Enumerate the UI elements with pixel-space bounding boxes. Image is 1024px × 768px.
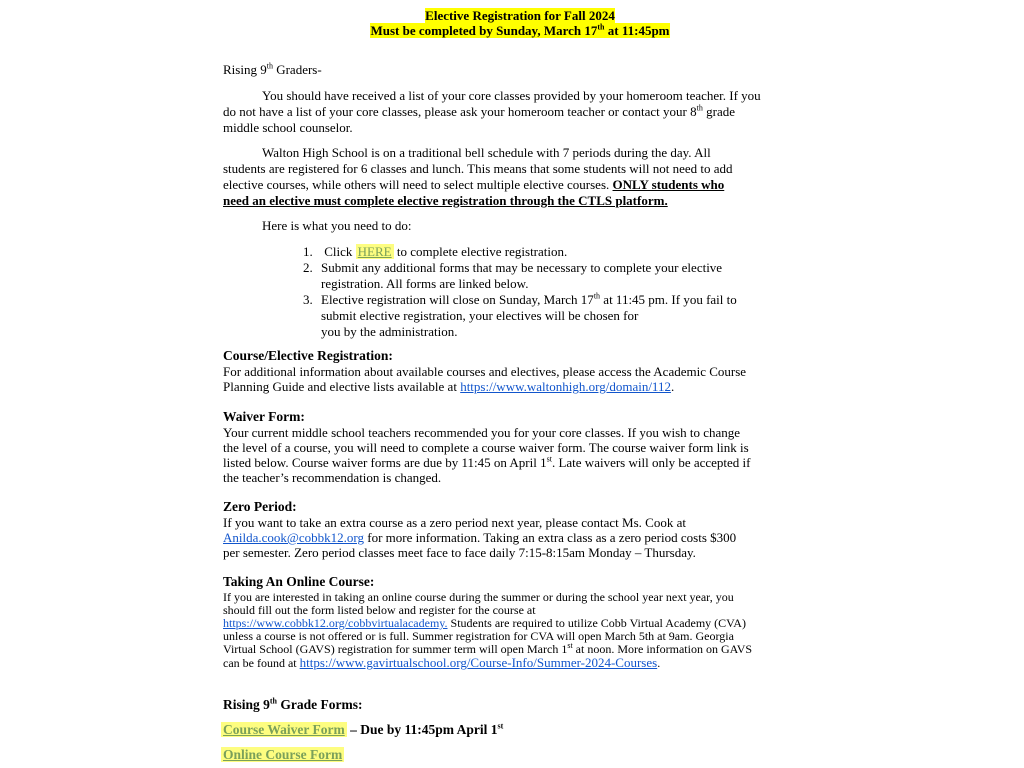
step-2-cont: registration. All forms are linked below.	[321, 276, 529, 291]
title-line-1: Elective Registration for Fall 2024	[425, 8, 615, 23]
waiver-line2: the level of a course, you will need to complete a course waiver form. The course waiver form link is	[223, 440, 749, 455]
course-reg-heading: Course/Elective Registration:	[223, 348, 393, 363]
course-waiver-form-link[interactable]: Course Waiver Form	[223, 722, 345, 737]
online-heading: Taking An Online Course:	[223, 574, 375, 589]
document-title	[0, 8, 1024, 23]
step-3-cont1: submit elective registration, your electives will be chosen for	[321, 308, 639, 323]
para2-line3: elective courses, while others will need to select multiple elective courses. ONLY students who	[223, 177, 725, 192]
document-deadline: Must be completed by Sunday, March 17th at 11:45pm	[370, 22, 670, 38]
ctls-notice: ONLY students who	[612, 177, 725, 192]
waiver-line1: Your current middle school teachers recommended you for your core classes. If you wish to change	[223, 425, 741, 440]
para2-line2: students are registered for 6 classes and lunch. This means that some students will not need to add	[223, 161, 733, 176]
online-line4: unless a course is not offered or is full. Summer registration for CVA will open March 5th at 9am. Georgia	[223, 629, 734, 643]
zero-line2: Anilda.cook@cobbk12.org for more information. Taking an extra class as a zero period costs $300	[223, 530, 737, 545]
greeting: Rising 9th Graders-	[223, 61, 322, 77]
cobbvirtual-link[interactable]: https://www.cobbk12.org/cobbvirtualacademy.	[223, 616, 448, 630]
online-form-row	[221, 747, 344, 763]
para2-line4: need an elective must complete elective registration through the CTLS platform.	[223, 193, 668, 208]
para1-line1: You should have received a list of your core classes provided by your homeroom teacher. If you	[262, 88, 761, 103]
para1-line2: do not have a list of your core classes, please ask your homeroom teacher or contact your 8th grade	[223, 103, 735, 119]
waiver-line3: listed below. Course waiver forms are due by 11:45 on April 1st. Late waivers will only be accepted if	[223, 454, 751, 470]
para2-line1: Walton High School is on a traditional bell schedule with 7 periods during the day. All	[262, 145, 711, 160]
step-2: 2. Submit any additional forms that may be necessary to complete your elective	[303, 260, 723, 275]
waiver-line4: the teacher’s recommendation is changed.	[223, 470, 442, 485]
here-link[interactable]: HERE	[357, 244, 392, 259]
online-line3: https://www.cobbk12.org/cobbvirtualacademy. Students are required to utilize Cobb Virtual Academy (CVA)	[223, 616, 746, 630]
step-1: 1. Click HERE to complete elective registration.	[303, 244, 568, 259]
zero-line1: If you want to take an extra course as a zero period next year, please contact Ms. Cook at	[223, 515, 686, 530]
waiver-form-row: Course Waiver Form – Due by 11:45pm April 1st	[223, 721, 504, 737]
waiver-heading: Waiver Form:	[223, 409, 305, 424]
course-reg-line2: Planning Guide and elective lists available at https://www.waltonhigh.org/domain/112.	[223, 379, 675, 394]
online-course-form-link[interactable]: Online Course Form	[223, 747, 343, 762]
forms-heading: Rising 9th Grade Forms:	[223, 696, 363, 712]
zero-line3: per semester. Zero period classes meet face to face daily 7:15-8:15am Monday – Thursday.	[223, 545, 696, 560]
waltonhigh-link[interactable]: https://www.waltonhigh.org/domain/112	[460, 379, 671, 394]
document-page: Elective Registration for Fall 2024 Must be completed by Sunday, March 17th at 11:45pm Rising 9th Graders- You should have received a list of your core classes provided by your homeroom teacher. If you do not have a list of your core classes, please ask your homeroom teacher or contact your 8th grade middle school counselor. Walton High School is on a traditional bell schedule with 7 periods during the day. All students are registered for 6 classes and lunch. This means that some students will not need to add elective courses, while others will need to select multiple elective courses. ONLY students who need an elective must complete elective registration through the CTLS platform. Here is what you need to do: 1. Click HERE to complete elective registration. 2. Submit any additional forms that may be necessary to complete your elective registration. All forms are linked below. 3. Elective registration will close on Sunday, March 17th at 11:45 pm. If you fail to submit elective registration, your electives will be chosen for you by the administration. Course/Elective Registration: For additional information about available courses and electives, please access the Academic Course Planning Guide and elective lists available at https://www.waltonhigh.org/domain/112. Waiver Form: Your current middle school teachers recommended you for your core classes. If you wish to change the level of a course, you will need to complete a course waiver form. The course waiver form link is listed below. Course waiver forms are due by 11:45 on April 1st. Late waivers will only be accepted if the teacher’s recommendation is changed. Zero Period: If you want to take an extra course as a zero period next year, please contact Ms. Cook at Anilda.cook@cobbk12.org for more information. Taking an extra class as a zero period costs $300 per semester. Zero period classes meet face to face daily 7:15-8:15am Monday – Thursday. Taking An Online Course: If you are interested in taking an online course during the summer or during the school year next year, you should fill out the form listed below and register for the course at https://www.cobbk12.org/cobbvirtualacademy. Students are required to utilize Cobb Virtual Academy (CVA) unless a course is not offered or is full. Summer registration for CVA will open March 5th at 9am. Georgia Virtual School (GAVS) registration for summer term will open March 1st at noon. More information on GAVS can be found at https://www.gavirtualschool.org/Course-Info/Summer-2024-Courses. Rising 9th Grade Forms: Course Waiver Form – Due by 11:45pm April 1st Online Course Form	[0, 0, 1024, 768]
course-reg-line1: For additional information about available courses and electives, please access the Academic Course	[223, 364, 747, 379]
gavs-link[interactable]: https://www.gavirtualschool.org/Course-Info/Summer-2024-Courses	[299, 655, 658, 670]
deadline-text: Must be completed by Sunday, March 17	[370, 23, 598, 38]
online-line6: can be found at https://www.gavirtualschool.org/Course-Info/Summer-2024-Courses.	[223, 655, 661, 670]
online-line5: Virtual School (GAVS) registration for summer term will open March 1st at noon. More information on GAVS	[223, 641, 753, 656]
online-line1: If you are interested in taking an online course during the summer or during the school year next year, you	[223, 590, 734, 604]
online-line2: should fill out the form listed below and register for the course at	[223, 603, 536, 617]
zero-heading: Zero Period:	[223, 499, 297, 514]
cook-email-link[interactable]: Anilda.cook@cobbk12.org	[223, 530, 364, 545]
step-3-cont2: you by the administration.	[321, 324, 458, 339]
step-3: 3. Elective registration will close on Sunday, March 17th at 11:45 pm. If you fail to	[303, 291, 737, 307]
para1-line3: middle school counselor.	[223, 120, 353, 135]
